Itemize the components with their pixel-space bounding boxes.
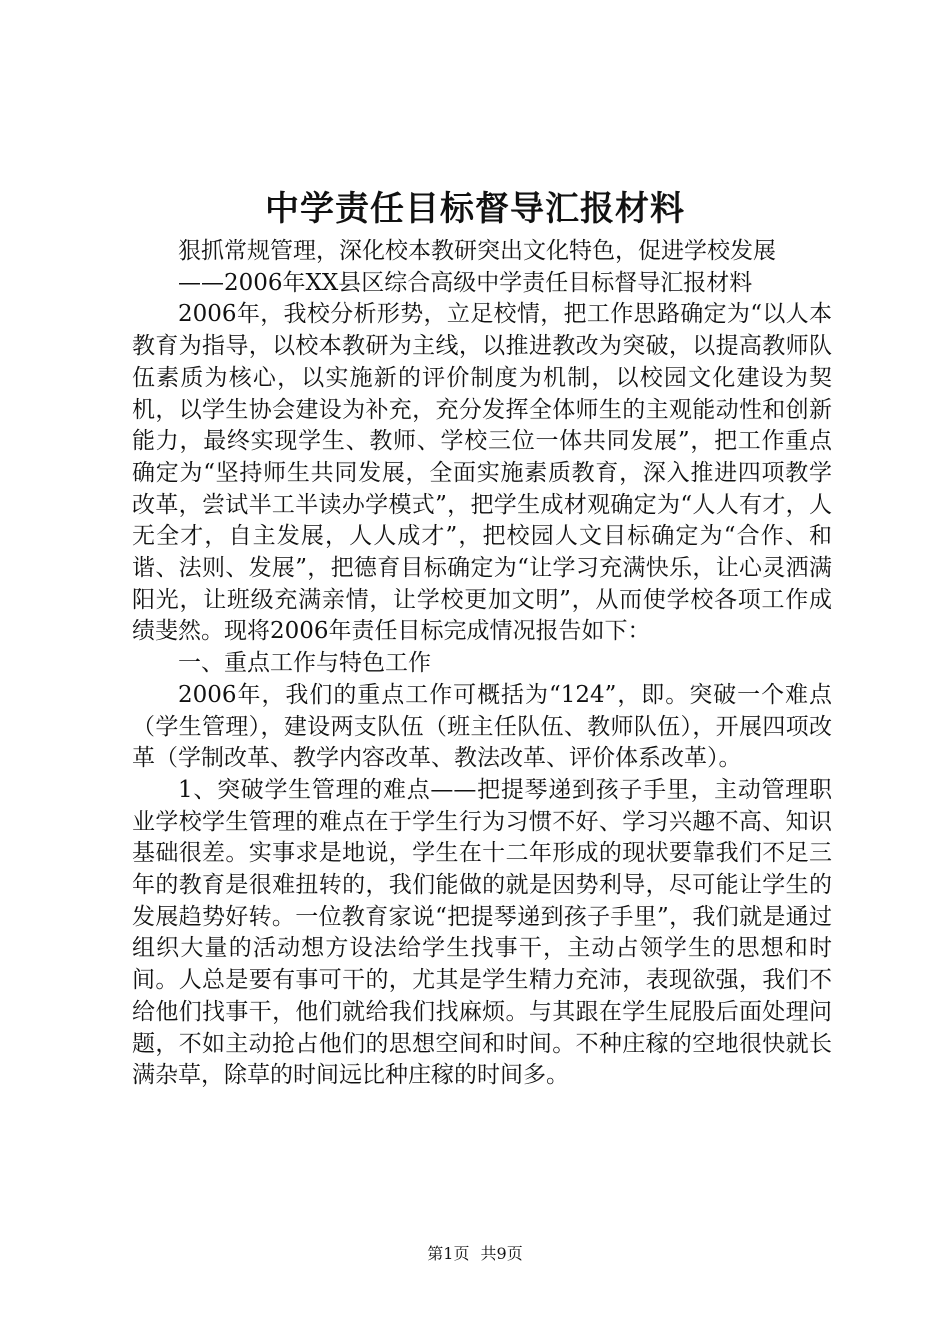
document-body [132,236,832,1092]
body-paragraph: 2006年，我们的重点工作可概括为“124”，即。突破一个难点（学生管理），建设两支队伍（班主任队伍、教师队伍），开展四项改革（学制改革、教学内容改革、教法改革、评价体系改革）。 [132,681,832,772]
section-heading: 一、重点工作与特色工作 [178,650,431,677]
page-total: 共9页 [480,1244,523,1263]
subtitle-paragraph: 狠抓常规管理，深化校本教研突出文化特色，促进学校发展 [178,238,776,264]
subtitle-source-line: ——2006年XX县区综合高级中学责任目标督导汇报材料 [178,269,753,296]
body-paragraph: 2006年，我校分析形势，立足校情，把工作思路确定为“以人本教育为指导，以校本教研为主线，以推进教改为突破，以提高教师队伍素质为核心，以实施新的评价制度为机制，以校园文化建设为契机，以学生协会建设为补充，充分发挥全体师生的主观能动性和创新能力，最终实现学生、教师、学校三位一体共同发展”，把工作重点确定为“坚持师生共同发展，全面实施素质教育，深入推进四项教学改革，尝试半工半读办学模式”，把学生成材观确定为“人人有才，人无全才，自主发展，人人成才”，把校园人文目标确定为“合作、和谐、法则、发展”，把德育目标确定为“让学习充满快乐，让心灵洒满阳光，让班级充满亲情，让学校更加文明”，从而使学校各项工作成绩斐然。现将2006年责任目标完成情况报告如下： [132,301,832,645]
body-paragraph: 1、突破学生管理的难点——把提琴递到孩子手里，主动管理职业学校学生管理的难点在于学生行为习惯不好、学习兴趣不高、知识基础很差。实事求是地说，学生在十二年形成的现状要靠我们不足三年的教育是很难扭转的，我们能做的就是因势利导，尽可能让学生的发展趋势好转。一位教育家说“把提琴递到孩子手里”，我们就是通过组织大量的活动想方设法给学生找事干，主动占领学生的思想和时间。人总是要有事可干的，尤其是学生精力充沛，表现欲强，我们不给他们找事干，他们就给我们找麻烦。与其跟在学生屁股后面处理问题，不如主动抢占他们的思想空间和时间。不种庄稼的空地很快就长满杂草，除草的时间远比种庄稼的时间多。 [132,776,832,1089]
page-footer [0,1242,950,1266]
document-title: 中学责任目标督导汇报材料 [265,189,685,229]
page-number: 第1页 [427,1244,470,1263]
